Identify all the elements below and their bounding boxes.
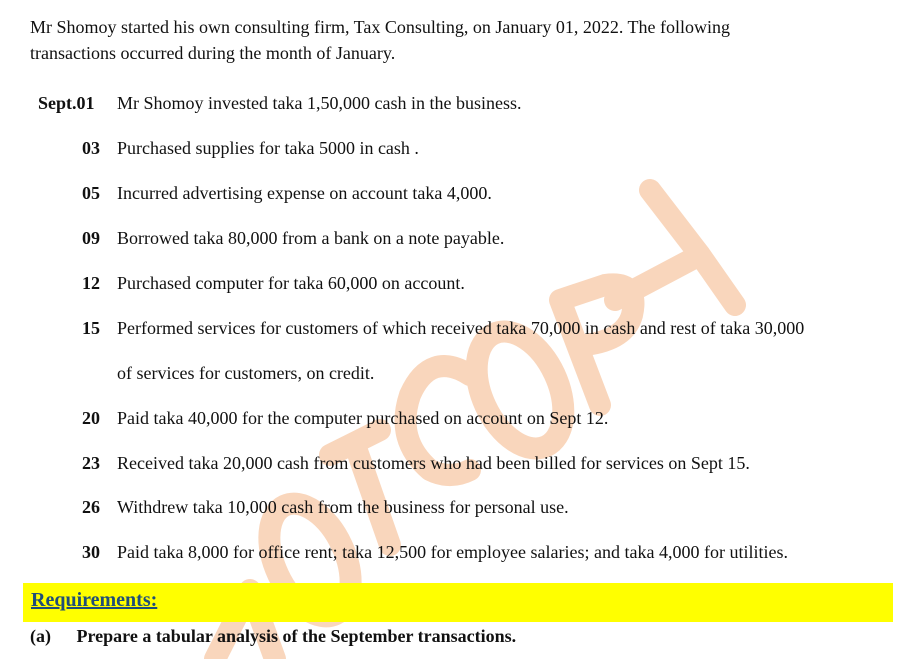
requirement-label: (a) [30, 626, 51, 646]
transaction-date: 12 [82, 273, 100, 293]
transaction-date: 15 [82, 318, 100, 338]
transaction-date: 05 [82, 183, 100, 203]
requirement-text: Prepare a tabular analysis of the September transactions. [76, 626, 517, 646]
transaction-text: Mr Shomoy invested taka 1,50,000 cash in the business. [117, 93, 522, 113]
transaction-continuation-text: of services for customers, on credit. [117, 363, 375, 383]
intro-line-1: Mr Shomoy started his own consulting firm, Tax Consulting, on January 01, 2022. The following [30, 17, 731, 37]
transaction-date: 09 [82, 228, 100, 248]
transaction-text: Purchased supplies for taka 5000 in cash . [117, 138, 419, 158]
transaction-text: Borrowed taka 80,000 from a bank on a note payable. [117, 228, 505, 248]
transaction-date: 23 [82, 453, 100, 473]
transaction-text: Performed services for customers of which received taka 70,000 in cash and rest of taka 30,000 [117, 318, 805, 338]
transaction-date: Sept.01 [38, 93, 95, 113]
transaction-text: Withdrew taka 10,000 cash from the business for personal use. [117, 497, 569, 517]
transaction-text: Paid taka 8,000 for office rent; taka 12,500 for employee salaries; and taka 4,000 for utilities. [117, 542, 788, 562]
transaction-text: Paid taka 40,000 for the computer purchased on account on Sept 12. [117, 408, 609, 428]
transaction-date: 20 [82, 408, 100, 428]
transaction-date: 26 [82, 497, 100, 517]
requirements-title: Requirements: [31, 589, 158, 611]
transaction-text: Received taka 20,000 cash from customers who had been billed for services on Sept 15. [117, 453, 750, 473]
transaction-date: 03 [82, 138, 100, 158]
intro-line-2: transactions occurred during the month of January. [30, 43, 396, 63]
intro-paragraph [30, 14, 850, 66]
transaction-text: Purchased computer for taka 60,000 on account. [117, 273, 465, 293]
transaction-text: Incurred advertising expense on account taka 4,000. [117, 183, 492, 203]
requirement-item [30, 626, 516, 647]
transaction-date: 30 [82, 542, 100, 562]
